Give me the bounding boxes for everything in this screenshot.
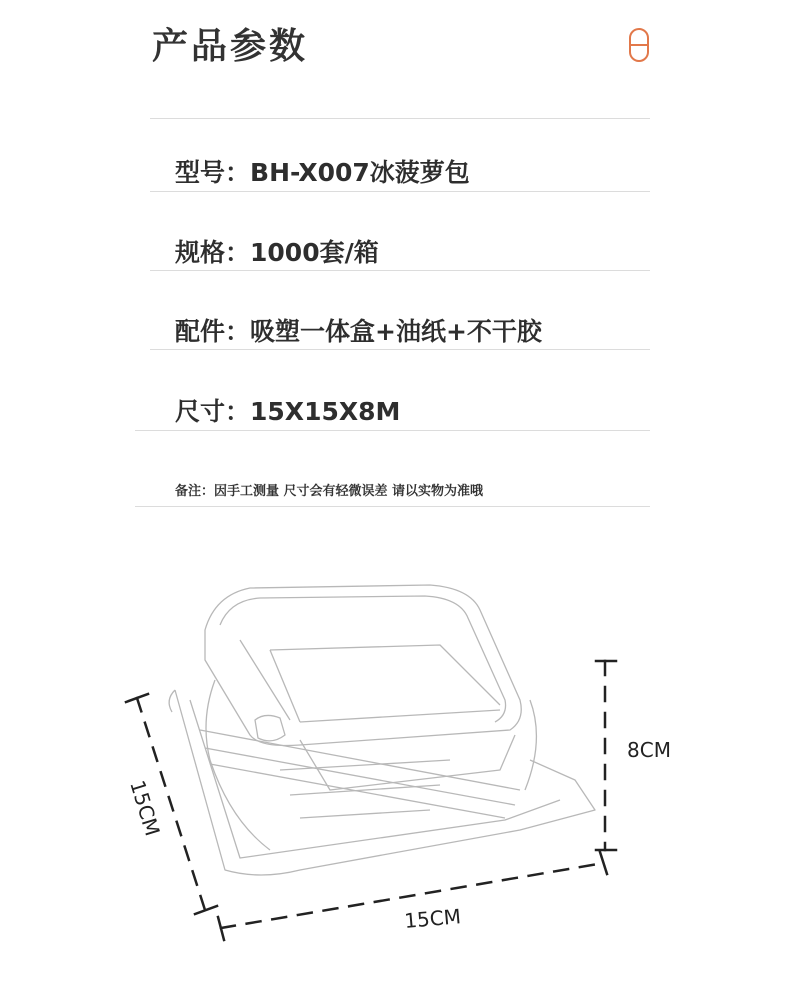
clamshell-box-drawing bbox=[169, 585, 595, 875]
measurement-note: 备注：因手工测量 尺寸会有轻微误差 请以实物为准哦 bbox=[175, 484, 484, 499]
pill-icon bbox=[628, 27, 650, 63]
spec-label: 尺寸： bbox=[175, 397, 251, 426]
spec-size bbox=[175, 392, 400, 428]
divider bbox=[135, 506, 650, 507]
spec-label: 型号： bbox=[175, 158, 251, 187]
dimension-width-label: 15CM bbox=[403, 904, 462, 933]
page-title: 产品参数 bbox=[152, 26, 309, 67]
spec-model bbox=[175, 153, 470, 189]
spec-label: 规格： bbox=[175, 238, 251, 267]
spec-value: 1000套/箱 bbox=[250, 238, 379, 267]
spec-value: BH-X007冰菠萝包 bbox=[250, 158, 470, 187]
spec-value: 15X15X8M bbox=[250, 397, 401, 426]
dimension-depth-label: 15CM bbox=[125, 777, 165, 839]
divider bbox=[150, 349, 650, 350]
divider bbox=[135, 430, 650, 431]
divider bbox=[150, 270, 650, 271]
divider bbox=[150, 191, 650, 192]
spec-label: 配件： bbox=[175, 317, 251, 346]
spec-value: 吸塑一体盒+油纸+不干胶 bbox=[250, 317, 542, 346]
spec-accessories bbox=[175, 312, 542, 348]
spec-packing bbox=[175, 233, 379, 269]
divider bbox=[150, 118, 650, 119]
product-illustration bbox=[0, 560, 800, 981]
dimension-height-label: 8CM bbox=[627, 738, 671, 762]
dimension-lines bbox=[126, 661, 616, 940]
